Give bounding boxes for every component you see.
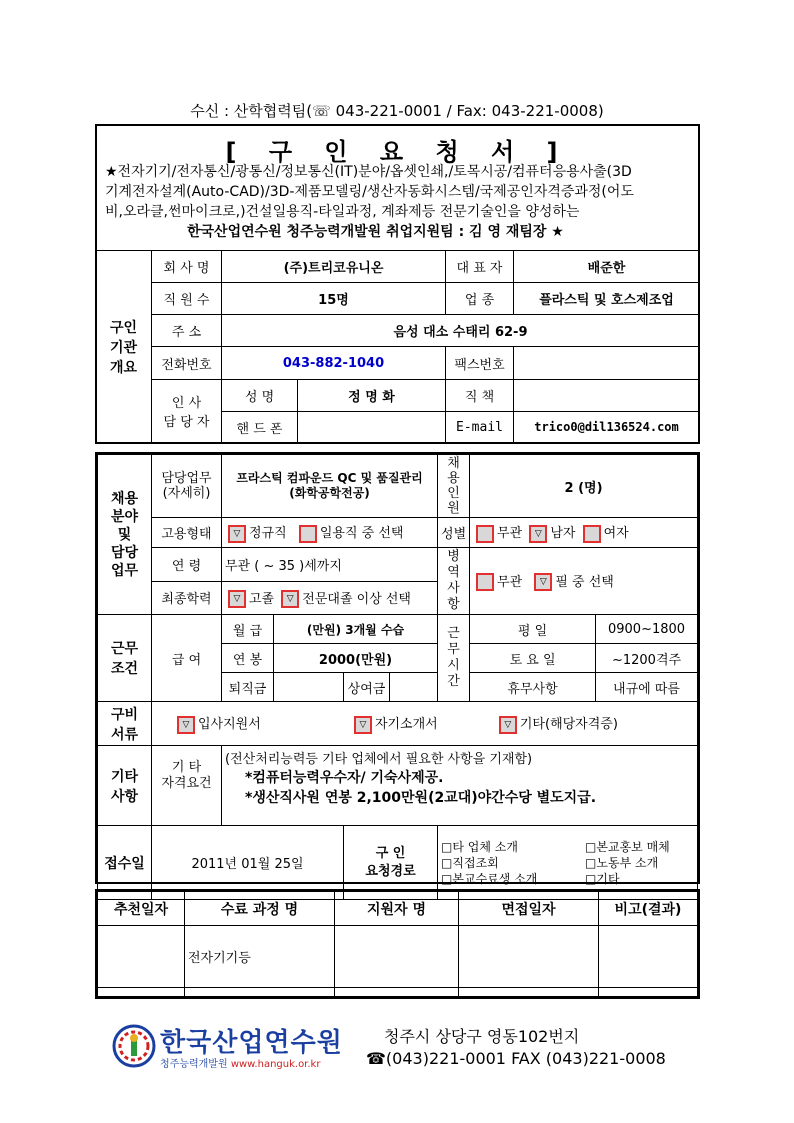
fax-number (514, 347, 700, 379)
cell (459, 988, 599, 997)
annual-label: 연 봉 (222, 644, 274, 673)
logo-sub (160, 1055, 320, 1070)
header-interview-date: 면접일자 (459, 892, 599, 926)
header-recommend-date: 추천일자 (98, 892, 185, 926)
opt-college: 전문대졸 이상 선택 (302, 591, 411, 607)
opt-military-done: 필 중 선택 (555, 574, 614, 590)
course-cell: 전자기기등 (185, 926, 335, 988)
person-name: 정 명 화 (298, 379, 446, 411)
annual-pay: 2000(만원) (274, 644, 438, 673)
address: 음성 대소 수태리 62-9 (222, 315, 700, 347)
checkbox-male[interactable]: ▽ (529, 525, 547, 543)
doc-intro-letter: 자기소개서 (374, 717, 438, 733)
severance-label: 퇴직금 (222, 673, 274, 702)
footer-address: 청주시 상당구 영동102번지 (384, 1027, 580, 1046)
email-label: E-mail (446, 411, 514, 443)
duty: 프라스틱 컴파운드 QC 및 품질관리 (화학공학전공) (222, 455, 438, 518)
count-label: 채용 인원 (438, 455, 470, 518)
employment-type-label: 고용형태 (152, 518, 222, 548)
route-row-1 (441, 839, 694, 855)
cell (185, 988, 335, 997)
logo-emblem (112, 1024, 156, 1068)
cell (599, 988, 698, 997)
saturday-label: 토 요 일 (470, 644, 596, 673)
position (514, 379, 700, 411)
person-label: 성 명 (222, 379, 298, 411)
cell (599, 926, 698, 988)
header-course: 수료 과정 명 (185, 892, 335, 926)
doc-other: 기타(해당자격증) (519, 717, 618, 733)
staff-count: 15명 (222, 283, 446, 315)
checkbox-intro-letter[interactable]: ▽ (354, 716, 372, 734)
age: 무관 ( ~ 35 )세까지 (222, 548, 438, 582)
weekday-hours: 0900~1800 (596, 615, 698, 644)
severance (274, 673, 344, 702)
route-row-2 (441, 855, 694, 871)
checkbox-highschool[interactable]: ▽ (228, 590, 246, 608)
hire-count: 2 (명) (470, 455, 698, 518)
route-labor[interactable]: □노동부 소개 (585, 855, 659, 870)
route-label: 구 인 요청경로 (344, 826, 438, 900)
work-section-label: 근무 조건 (98, 615, 152, 702)
note-1: (전산처리능력등 기타 업체에서 필요한 사항을 기재함) (225, 752, 533, 767)
weekday-label: 평 일 (470, 615, 596, 644)
gender-options (470, 518, 698, 548)
checkbox-application[interactable]: ▽ (177, 716, 195, 734)
company-table (95, 250, 700, 444)
route-promo[interactable]: □본교홍보 매체 (585, 839, 670, 854)
opt-female: 여자 (603, 526, 629, 542)
fax-label: 팩스번호 (446, 347, 514, 379)
checkbox-military-done[interactable]: ▽ (534, 573, 552, 591)
route-etc[interactable]: □기타 (585, 871, 620, 886)
military-options (470, 548, 698, 615)
cell (335, 988, 459, 997)
opt-male: 남자 (550, 526, 576, 542)
cell (459, 926, 599, 988)
edu-label: 최종학력 (152, 581, 222, 615)
company-name-label: 회 사 명 (152, 251, 222, 283)
military-label: 병역 사항 (438, 548, 470, 615)
saturday-hours: ~1200격주 (596, 644, 698, 673)
recruit-table (97, 454, 698, 900)
monthly-label: 월 급 (222, 615, 274, 644)
docs-section-label: 구비 서류 (98, 702, 152, 746)
bonus (390, 673, 438, 702)
biz-type: 플라스틱 및 호스제조업 (514, 283, 700, 315)
cell (335, 926, 459, 988)
opt-military-any: 무관 (497, 574, 523, 590)
intro-line-3: 비,오라클,썬마이크로,)건설일용직-타일과정, 계좌제등 전문기술인을 양성하는 (105, 204, 580, 220)
note-3: *생산직사원 연봉 2,100만원(2교대)야간수당 별도지급. (245, 790, 597, 806)
position-label: 직 책 (446, 379, 514, 411)
doc-application: 입사지원서 (198, 717, 261, 733)
checkbox-fulltime[interactable]: ▽ (228, 525, 246, 543)
logo-text: 한국산업연수원 (160, 1028, 343, 1058)
intro-line-1: ★전자기기/전자통신/광통신/정보통신(IT)분야/옵셋인쇄,/토목시공/컴퓨터응용사출(3D (105, 164, 632, 180)
receipt-date-label: 접수일 (98, 826, 152, 900)
header-applicant: 지원자 명 (335, 892, 459, 926)
route-row-3 (441, 871, 694, 887)
biz-label: 업 종 (446, 283, 514, 315)
intro-text (97, 162, 698, 254)
route-direct[interactable]: □직접조회 (441, 855, 499, 870)
company-table-wrap (95, 250, 700, 444)
footer-address-block (366, 1026, 666, 1070)
phone (298, 411, 446, 443)
docs-options (152, 702, 698, 746)
logo-sub-name: 청주능력개발원 (160, 1059, 228, 1070)
gender-label: 성별 (438, 518, 470, 548)
tel-number: 043-882-1040 (222, 347, 446, 379)
recommend-form (95, 889, 700, 999)
monthly-pay: (만원) 3개월 수습 (274, 615, 438, 644)
recruit-section-label: 채용 분야 및 담당 업무 (98, 455, 152, 615)
checkbox-daily[interactable] (299, 525, 317, 543)
staff-label: 직 원 수 (152, 283, 222, 315)
table-row (98, 926, 698, 988)
holiday-label: 휴무사항 (470, 673, 596, 702)
hr-label: 인 사 담 당 자 (152, 379, 222, 443)
qual-label: 기 타 자격요건 (152, 746, 222, 826)
receipt-date: 2011년 01월 25일 (152, 826, 344, 900)
tel-label: 전화번호 (152, 347, 222, 379)
edu-options (222, 581, 438, 615)
receiver-line: 수신 : 산학협력팀(☏ 043-221-0001 / Fax: 043-221-0008) (190, 102, 604, 120)
bonus-label: 상여금 (344, 673, 390, 702)
cell (98, 988, 185, 997)
checkbox-college[interactable]: ▽ (281, 590, 299, 608)
phone-label: 핸 드 폰 (222, 411, 298, 443)
email: trico0@dil136524.com (514, 411, 700, 443)
note-2: *컴퓨터능력우수자/ 기숙사제공. (245, 770, 444, 786)
recruit-form (95, 452, 700, 884)
employment-type-options (222, 518, 438, 548)
checkbox-female[interactable] (583, 525, 601, 543)
header-remarks: 비고(결과) (599, 892, 698, 926)
address-label: 주 소 (152, 315, 222, 347)
checkbox-gender-any[interactable] (476, 525, 494, 543)
intro-line-4: 한국산업연수원 청주능력개발원 취업지원팀 : 김 영 재팀장 ★ (187, 224, 564, 240)
route-other-company[interactable]: □타 업체 소개 (441, 839, 518, 854)
recommend-table (97, 891, 698, 997)
opt-fulltime: 정규직 (249, 526, 287, 542)
ceo-name: 배준한 (514, 251, 700, 283)
checkbox-other-doc[interactable]: ▽ (499, 716, 517, 734)
opt-daily: 일용직 중 선택 (319, 526, 404, 542)
ceo-label: 대 표 자 (446, 251, 514, 283)
logo-url: www.hanguk.or.kr (230, 1059, 321, 1070)
age-label: 연 령 (152, 548, 222, 582)
hours-label: 근 무 시 간 (438, 615, 470, 702)
form-title: [ 구 인 요 청 서 ] (225, 138, 570, 166)
intro-line-2: 기계전자설계(Auto-CAD)/3D-제품모델링/생산자동화시스템/국제공인자격증과정(어도 (105, 184, 634, 200)
cell (98, 926, 185, 988)
footer-contact: ☎(043)221-0001 FAX (043)221-0008 (366, 1049, 666, 1068)
duty-label: 담당업무 (자세히) (152, 455, 222, 518)
company-section-label: 구인 기관 개요 (96, 251, 152, 444)
route-graduate[interactable]: □본교수료생 소개 (441, 871, 538, 886)
etc-notes (222, 746, 698, 826)
table-row (98, 988, 698, 997)
holiday: 내규에 따름 (596, 673, 698, 702)
checkbox-military-any[interactable] (476, 573, 494, 591)
pay-label: 급 여 (152, 615, 222, 702)
opt-gender-any: 무관 (497, 526, 523, 542)
request-form (95, 124, 700, 444)
opt-highschool: 고졸 (249, 591, 275, 607)
etc-section-label: 기타 사항 (98, 746, 152, 826)
company-name: (주)트리코유니온 (222, 251, 446, 283)
